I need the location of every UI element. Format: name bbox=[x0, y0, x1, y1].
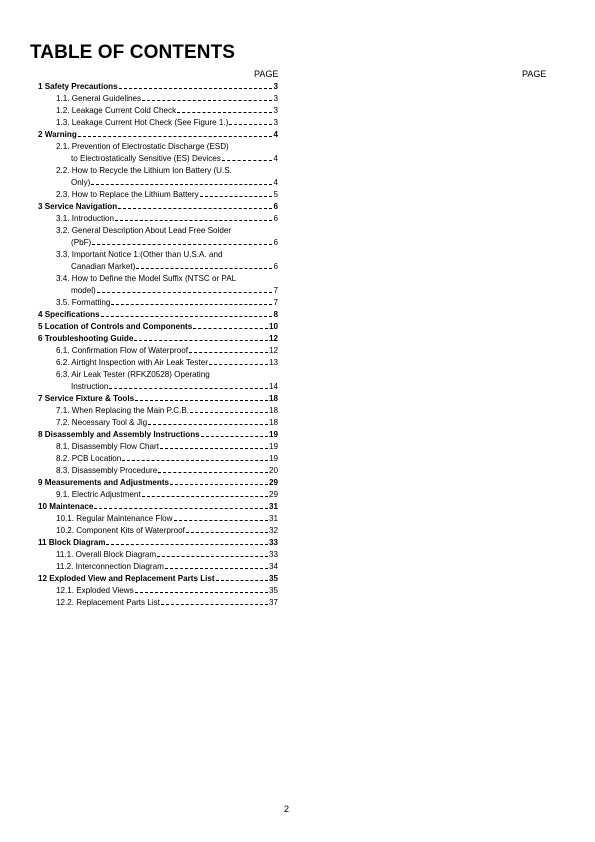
toc-page-number: 4 bbox=[273, 178, 278, 187]
toc-subsection-entry[interactable] bbox=[38, 357, 278, 369]
toc-entry-title: Canadian Market) bbox=[71, 262, 136, 271]
toc-subsection-entry[interactable] bbox=[38, 369, 278, 393]
toc-subsection-entry[interactable] bbox=[38, 165, 278, 189]
toc-subsection-entry[interactable] bbox=[38, 141, 278, 165]
toc-entry-title: 7 Service Fixture & Tools bbox=[38, 394, 135, 403]
toc-subsection-entry[interactable] bbox=[38, 405, 278, 417]
toc-page-number: 3 bbox=[273, 94, 278, 103]
toc-leader-dots bbox=[177, 112, 272, 113]
toc-leader-dots bbox=[161, 604, 268, 605]
toc-entry-title: 11.1. Overall Block Diagram bbox=[56, 550, 157, 559]
toc-entry-title: 4 Specifications bbox=[38, 310, 100, 319]
toc-subsection-entry[interactable] bbox=[38, 213, 278, 225]
toc-subsection-entry[interactable] bbox=[38, 489, 278, 501]
toc-entry-title: 12 Exploded View and Replacement Parts List bbox=[38, 574, 215, 583]
toc-section-entry[interactable] bbox=[38, 333, 278, 345]
table-of-contents bbox=[38, 81, 278, 609]
toc-subsection-entry[interactable] bbox=[38, 417, 278, 429]
toc-page-number: 33 bbox=[268, 550, 278, 559]
toc-page-number: 3 bbox=[273, 106, 278, 115]
toc-entry-text-line: 6.3. Air Leak Tester (RFKZ0528) Operating bbox=[56, 370, 210, 379]
toc-leader-dots bbox=[170, 484, 268, 485]
toc-page-number: 18 bbox=[268, 394, 278, 403]
toc-page-number: 3 bbox=[273, 82, 278, 91]
toc-leader-dots bbox=[115, 220, 272, 221]
toc-section-entry[interactable] bbox=[38, 393, 278, 405]
toc-leader-dots bbox=[142, 496, 268, 497]
toc-leader-dots bbox=[186, 532, 268, 533]
toc-page-number: 32 bbox=[268, 526, 278, 535]
toc-page-number: 19 bbox=[268, 430, 278, 439]
toc-page-number: 33 bbox=[268, 538, 278, 547]
toc-page-number: 13 bbox=[268, 358, 278, 367]
toc-leader-dots bbox=[106, 544, 268, 545]
toc-subsection-entry[interactable] bbox=[38, 453, 278, 465]
toc-subsection-entry[interactable] bbox=[38, 225, 278, 249]
toc-page-number: 37 bbox=[268, 598, 278, 607]
toc-section-entry[interactable] bbox=[38, 129, 278, 141]
toc-subsection-entry[interactable] bbox=[38, 549, 278, 561]
page-column-header-right: PAGE bbox=[522, 69, 547, 79]
toc-entry-title: 6 Troubleshooting Guide bbox=[38, 334, 134, 343]
toc-page-number: 10 bbox=[268, 322, 278, 331]
toc-entry-title: 7.2. Necessary Tool & Jig bbox=[56, 418, 148, 427]
toc-leader-dots bbox=[109, 388, 268, 389]
toc-entry-title: Only) bbox=[71, 178, 91, 187]
toc-entry-title: 11 Block Diagram bbox=[38, 538, 106, 547]
toc-section-entry[interactable] bbox=[38, 537, 278, 549]
toc-leader-dots bbox=[157, 556, 268, 557]
toc-page-number: 6 bbox=[273, 262, 278, 271]
toc-subsection-entry[interactable] bbox=[38, 117, 278, 129]
toc-leader-dots bbox=[174, 520, 268, 521]
toc-section-entry[interactable] bbox=[38, 477, 278, 489]
toc-subsection-entry[interactable] bbox=[38, 513, 278, 525]
toc-leader-dots bbox=[158, 472, 268, 473]
toc-section-entry[interactable] bbox=[38, 309, 278, 321]
toc-leader-dots bbox=[148, 424, 268, 425]
toc-page-number: 6 bbox=[273, 238, 278, 247]
toc-page-number: 5 bbox=[273, 190, 278, 199]
toc-subsection-entry[interactable] bbox=[38, 93, 278, 105]
toc-leader-dots bbox=[91, 184, 272, 185]
toc-entry-title: to Electrostatically Sensitive (ES) Devices bbox=[71, 154, 221, 163]
toc-entry-title: 3.1. Introduction bbox=[56, 214, 115, 223]
toc-leader-dots bbox=[136, 268, 272, 269]
toc-leader-dots bbox=[119, 88, 273, 89]
toc-leader-dots bbox=[200, 196, 273, 197]
toc-section-entry[interactable] bbox=[38, 321, 278, 333]
toc-entry-title: 5 Location of Controls and Components bbox=[38, 322, 193, 331]
toc-entry-title: 6.2. Airtight Inspection with Air Leak Tester bbox=[56, 358, 208, 367]
toc-subsection-entry[interactable] bbox=[38, 297, 278, 309]
toc-page-number: 34 bbox=[268, 562, 278, 571]
toc-entry-title: 8.2. PCB Location bbox=[56, 454, 122, 463]
toc-entry-title: Instruction bbox=[71, 382, 109, 391]
toc-subsection-entry[interactable] bbox=[38, 249, 278, 273]
toc-page-number: 14 bbox=[268, 382, 278, 391]
toc-entry-text-line: 3.3. Important Notice 1:(Other than U.S.A. and bbox=[56, 250, 223, 259]
toc-entry-title: 3.5. Formatting bbox=[56, 298, 111, 307]
toc-leader-dots bbox=[101, 316, 273, 317]
toc-leader-dots bbox=[193, 328, 268, 329]
toc-entry-title: 12.2. Replacement Parts List bbox=[56, 598, 160, 607]
toc-entry-text-line: 2.1. Prevention of Electrostatic Discharge (ESD) bbox=[56, 142, 229, 151]
document-title: TABLE OF CONTENTS bbox=[30, 42, 236, 63]
toc-leader-dots bbox=[189, 352, 268, 353]
toc-page-number: 3 bbox=[273, 118, 278, 127]
toc-entry-title: 10.1. Regular Maintenance Flow bbox=[56, 514, 173, 523]
toc-subsection-entry[interactable] bbox=[38, 585, 278, 597]
page-column-header-left: PAGE bbox=[254, 69, 279, 79]
toc-page-number: 31 bbox=[268, 502, 278, 511]
toc-entry-title: 10 Maintenace bbox=[38, 502, 94, 511]
toc-leader-dots bbox=[165, 568, 268, 569]
toc-entry-title: 1.1. General Guidelines bbox=[56, 94, 142, 103]
toc-entry-title: 11.2. Interconnection Diagram bbox=[56, 562, 164, 571]
toc-leader-dots bbox=[190, 412, 268, 413]
toc-entry-title: 9 Measurements and Adjustments bbox=[38, 478, 170, 487]
toc-entry-text-line: 2.2. How to Recycle the Lithium Ion Battery (U.S. bbox=[56, 166, 232, 175]
toc-page-number: 4 bbox=[273, 154, 278, 163]
toc-entry-title: model) bbox=[71, 286, 96, 295]
toc-page-number: 19 bbox=[268, 442, 278, 451]
toc-leader-dots bbox=[78, 136, 273, 137]
toc-page-number: 12 bbox=[268, 334, 278, 343]
toc-leader-dots bbox=[122, 460, 268, 461]
toc-entry-title: (PbF) bbox=[71, 238, 92, 247]
toc-page-number: 35 bbox=[268, 586, 278, 595]
toc-leader-dots bbox=[216, 580, 268, 581]
toc-entry-title: 12.1. Exploded Views bbox=[56, 586, 134, 595]
toc-page-number: 7 bbox=[273, 286, 278, 295]
toc-section-entry[interactable] bbox=[38, 81, 278, 93]
toc-page-number: 35 bbox=[268, 574, 278, 583]
toc-subsection-entry[interactable] bbox=[38, 597, 278, 609]
toc-page-number: 19 bbox=[268, 454, 278, 463]
toc-section-entry[interactable] bbox=[38, 429, 278, 441]
toc-leader-dots bbox=[160, 448, 268, 449]
toc-page-number: 29 bbox=[268, 478, 278, 487]
toc-leader-dots bbox=[94, 508, 268, 509]
toc-page-number: 31 bbox=[268, 514, 278, 523]
toc-entry-title: 1.2. Leakage Current Cold Check bbox=[56, 106, 177, 115]
toc-leader-dots bbox=[222, 160, 273, 161]
toc-entry-title: 1.3. Leakage Current Hot Check (See Figure 1.) bbox=[56, 118, 229, 127]
toc-subsection-entry[interactable] bbox=[38, 189, 278, 201]
toc-subsection-entry[interactable] bbox=[38, 525, 278, 537]
toc-leader-dots bbox=[135, 592, 268, 593]
toc-leader-dots bbox=[92, 244, 272, 245]
toc-entry-title: 10.2. Component Kits of Waterproof bbox=[56, 526, 185, 535]
toc-leader-dots bbox=[201, 436, 268, 437]
toc-page-number: 7 bbox=[273, 298, 278, 307]
toc-page-number: 12 bbox=[268, 346, 278, 355]
toc-section-entry[interactable] bbox=[38, 201, 278, 213]
toc-entry-title: 7.1. When Replacing the Main P.C.B. bbox=[56, 406, 190, 415]
toc-entry-text-line: 3.4. How to Define the Model Suffix (NTSC or PAL bbox=[56, 274, 237, 283]
toc-page-number: 29 bbox=[268, 490, 278, 499]
toc-subsection-entry[interactable] bbox=[38, 441, 278, 453]
toc-entry-text-line: 3.2. General Description About Lead Free Solder bbox=[56, 226, 232, 235]
toc-subsection-entry[interactable] bbox=[38, 273, 278, 297]
toc-leader-dots bbox=[142, 100, 272, 101]
toc-subsection-entry[interactable] bbox=[38, 345, 278, 357]
toc-page-number: 4 bbox=[273, 130, 278, 139]
toc-page-number: 6 bbox=[273, 202, 278, 211]
page-number-footer: 2 bbox=[284, 804, 290, 814]
toc-entry-title: 1 Safety Precautions bbox=[38, 82, 118, 91]
toc-entry-title: 8.1. Disassembly Flow Chart bbox=[56, 442, 160, 451]
toc-subsection-entry[interactable] bbox=[38, 105, 278, 117]
toc-entry-title: 9.1. Electric Adjustment bbox=[56, 490, 141, 499]
toc-leader-dots bbox=[229, 124, 272, 125]
toc-entry-title: 3 Service Navigation bbox=[38, 202, 118, 211]
toc-leader-dots bbox=[111, 304, 272, 305]
toc-entry-title: 2 Warning bbox=[38, 130, 77, 139]
toc-section-entry[interactable] bbox=[38, 573, 278, 585]
toc-subsection-entry[interactable] bbox=[38, 465, 278, 477]
toc-leader-dots bbox=[118, 208, 272, 209]
toc-entry-title: 8 Disassembly and Assembly Instructions bbox=[38, 430, 200, 439]
toc-leader-dots bbox=[135, 400, 268, 401]
toc-entry-title: 6.1. Confirmation Flow of Waterproof bbox=[56, 346, 188, 355]
toc-entry-title: 2.3. How to Replace the Lithium Battery bbox=[56, 190, 199, 199]
toc-page-number: 20 bbox=[268, 466, 278, 475]
toc-page-number: 8 bbox=[273, 310, 278, 319]
toc-page-number: 18 bbox=[268, 418, 278, 427]
toc-leader-dots bbox=[134, 340, 268, 341]
toc-leader-dots bbox=[97, 292, 273, 293]
toc-subsection-entry[interactable] bbox=[38, 561, 278, 573]
toc-leader-dots bbox=[209, 364, 268, 365]
toc-section-entry[interactable] bbox=[38, 501, 278, 513]
toc-page-number: 18 bbox=[268, 406, 278, 415]
toc-page-number: 6 bbox=[273, 214, 278, 223]
toc-entry-title: 8.3. Disassembly Procedure bbox=[56, 466, 158, 475]
